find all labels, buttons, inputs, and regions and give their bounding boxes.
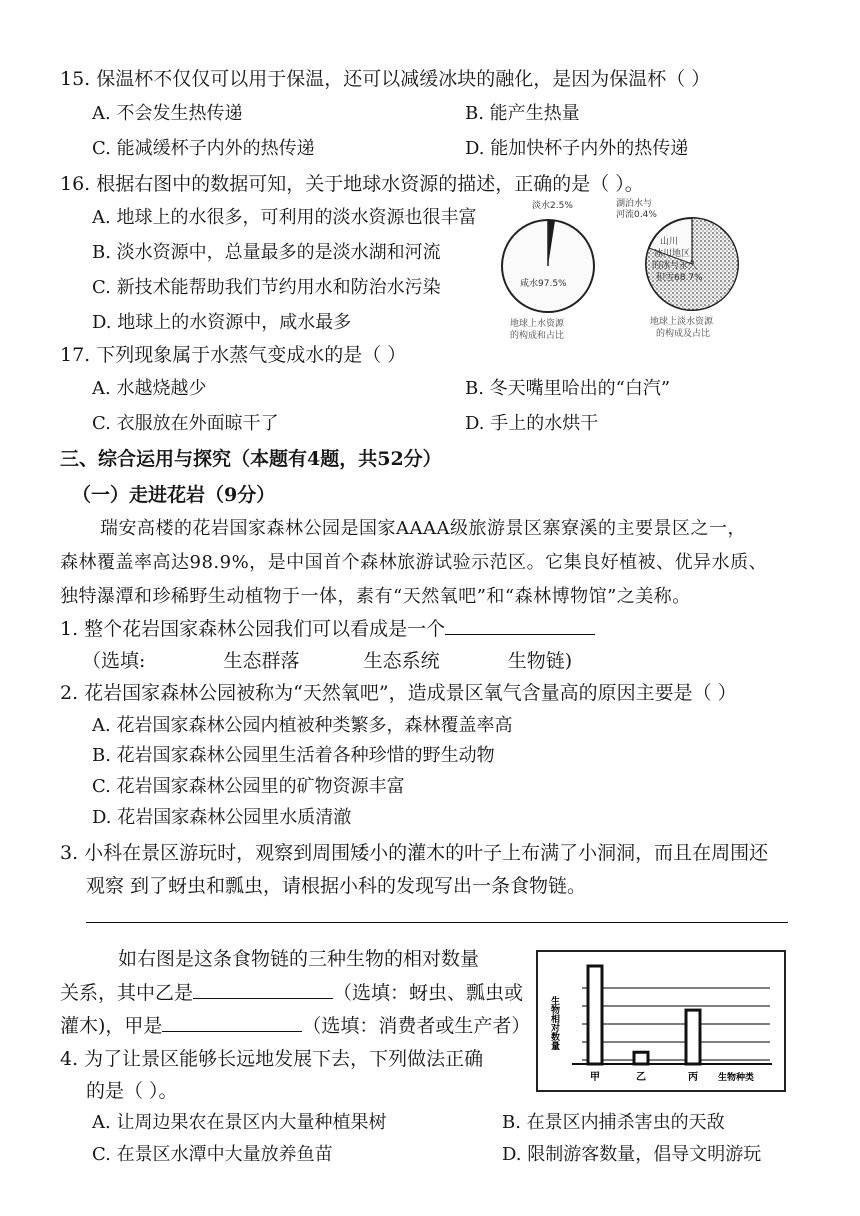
p3-answer-line[interactable] <box>86 922 788 923</box>
p1-choice-1: 生态群落 <box>223 650 300 672</box>
passage-line-3: 独特瀑潭和珍稀野生动植物于一体，素有“天然氧吧”和“森林博物馆”之美称。 <box>60 586 691 607</box>
p3-line-1: 3. 小科在景区游玩时，观察到周围矮小的灌木的叶子上布满了小洞洞，而且在周围还 <box>60 842 769 864</box>
q16-option-c[interactable]: C. 新技术能帮助我们节约用水和防治水污染 <box>92 277 441 298</box>
q15-option-a[interactable]: A. 不会发生热传递 <box>92 103 243 124</box>
q16-option-b[interactable]: B. 淡水资源中，总量最多的是淡水湖和河流 <box>92 242 441 263</box>
p3-chart-intro: 如右图是这条食物链的三种生物的相对数量 <box>118 948 480 970</box>
pie2-inner-line4: 积雪68.7% <box>656 273 703 283</box>
water-resource-figure <box>488 196 784 344</box>
chart-x-axis-label: 生物种类 <box>718 1073 755 1083</box>
pie2-caption-line1: 地球上淡水资源 <box>650 317 714 327</box>
pie2-inner-line3: 的冰与永久 <box>652 261 698 271</box>
chart-bar-2 <box>686 1010 700 1064</box>
p1-answer-blank[interactable] <box>445 616 595 635</box>
p4-option-a[interactable]: A. 让周边果农在景区内大量种植果树 <box>92 1112 387 1133</box>
p3-yi-choices: （选填：蚜虫、瓢虫或 <box>333 982 524 1004</box>
chart-tick-label-2: 丙 <box>688 1072 698 1083</box>
subsection-1-title: （一）走进花岩（9分） <box>72 484 276 506</box>
p2-option-d[interactable]: D. 花岩国家森林公园里水质清澈 <box>92 807 352 828</box>
q17-option-a[interactable]: A. 水越烧越少 <box>92 378 207 399</box>
p3-line-jia <box>60 1013 530 1039</box>
passage-line-1: 瑞安高楼的花岩国家森林公园是国家AAAA级旅游景区寨寮溪的主要景区之一， <box>100 518 746 539</box>
chart-y-axis-label: 生物相对数量 <box>549 996 559 1050</box>
pie1-caption-line1: 地球上水资源 <box>510 319 565 329</box>
p2-stem: 2. 花岩国家森林公园被称为“天然氧吧”，造成景区氧气含量高的原因主要是（ ） <box>60 682 737 704</box>
p4-line-2: 的是（ ）。 <box>86 1080 178 1102</box>
food-chain-bar-chart <box>536 950 786 1092</box>
chart-bar-0 <box>588 966 602 1064</box>
p2-option-c[interactable]: C. 花岩国家森林公园里的矿物资源丰富 <box>92 776 405 797</box>
passage-line-2: 森林覆盖率高达98.9%，是中国首个森林旅游试验示范区。它集良好植被、优异水质、 <box>60 552 768 573</box>
q16-option-d[interactable]: D. 地球上的水资源中，咸水最多 <box>92 312 352 333</box>
p1-choice-3: 生物链) <box>507 650 573 672</box>
p4-line-1: 4. 为了让景区能够长远地发展下去，下列做法正确 <box>60 1048 484 1070</box>
section-3-title: 三、综合运用与探究（本题有4题，共52分） <box>60 448 442 470</box>
p2-option-b[interactable]: B. 花岩国家森林公园里生活着各种珍惜的野生动物 <box>92 745 495 766</box>
p3-yi-label: 关系，其中乙是 <box>60 982 194 1004</box>
p1-stem-text: 1. 整个花岩国家森林公园我们可以看成是一个 <box>60 618 446 640</box>
pie1-caption-line2: 的构成和占比 <box>510 331 565 341</box>
p3-yi-blank[interactable] <box>193 980 333 999</box>
q15-option-d[interactable]: D. 能加快杯子内外的热传递 <box>465 138 689 159</box>
q15-option-c[interactable]: C. 能减缓杯子内外的热传递 <box>92 138 315 159</box>
chart-tick-label-1: 乙 <box>636 1072 646 1083</box>
chart-tick-label-0: 甲 <box>590 1072 600 1083</box>
p4-option-d[interactable]: D. 限制游客数量，倡导文明游玩 <box>502 1144 762 1165</box>
q15-stem: 15. 保温杯不仅仅可以用于保温，还可以减缓冰块的融化，是因为保温杯（ ） <box>60 68 711 90</box>
pie1-inner-label: 咸水97.5% <box>520 279 567 289</box>
q17-option-d[interactable]: D. 手上的水烘干 <box>465 413 599 434</box>
p3-jia-label: 灌木)，甲是 <box>60 1015 163 1037</box>
earth-water-pie <box>502 199 594 341</box>
chart-bar-1 <box>634 1052 648 1064</box>
p4-option-b[interactable]: B. 在景区内捕杀害虫的天敌 <box>502 1112 725 1133</box>
q17-option-c[interactable]: C. 衣服放在外面晾干了 <box>92 413 279 434</box>
q17-option-b[interactable]: B. 冬天嘴里哈出的“白汽” <box>465 378 671 399</box>
q16-stem: 16. 根据右图中的数据可知，关于地球水资源的描述，正确的是（ ）。 <box>60 173 644 195</box>
pie1-top-label: 淡水2.5% <box>532 201 573 211</box>
pie2-caption-line2: 的构成及占比 <box>656 329 711 339</box>
pie2-inner-line2: 冰川地区 <box>654 249 691 259</box>
p1-choices-label: （选填: <box>82 650 146 672</box>
p1-choices <box>82 648 572 674</box>
q15-option-b[interactable]: B. 能产生热量 <box>465 103 580 124</box>
p3-line-2: 观察 到了蚜虫和瓢虫，请根据小科的发现写出一条食物链。 <box>86 875 587 897</box>
pie2-top-label-line1: 湖泊水与 <box>616 199 653 209</box>
p1-stem <box>60 616 595 642</box>
p3-line-yi <box>60 980 523 1006</box>
q16-option-a[interactable]: A. 地球上的水很多，可利用的淡水资源也很丰富 <box>92 207 477 228</box>
p3-jia-blank[interactable] <box>162 1013 302 1032</box>
bar-chart-svg <box>538 952 784 1090</box>
p2-option-a[interactable]: A. 花岩国家森林公园内植被种类繁多，森林覆盖率高 <box>92 715 513 736</box>
p1-choice-2: 生态系统 <box>363 650 440 672</box>
pie2-inner-line1: 山川 <box>660 237 679 247</box>
p3-jia-choices: （选填：消费者或生产者） <box>302 1015 531 1037</box>
p4-option-c[interactable]: C. 在景区水潭中大量放养鱼苗 <box>92 1144 333 1165</box>
freshwater-pie <box>616 197 738 339</box>
q17-stem: 17. 下列现象属于水蒸气变成水的是（ ） <box>60 344 407 366</box>
pie2-top-label-line2: 河流0.4% <box>616 210 657 220</box>
